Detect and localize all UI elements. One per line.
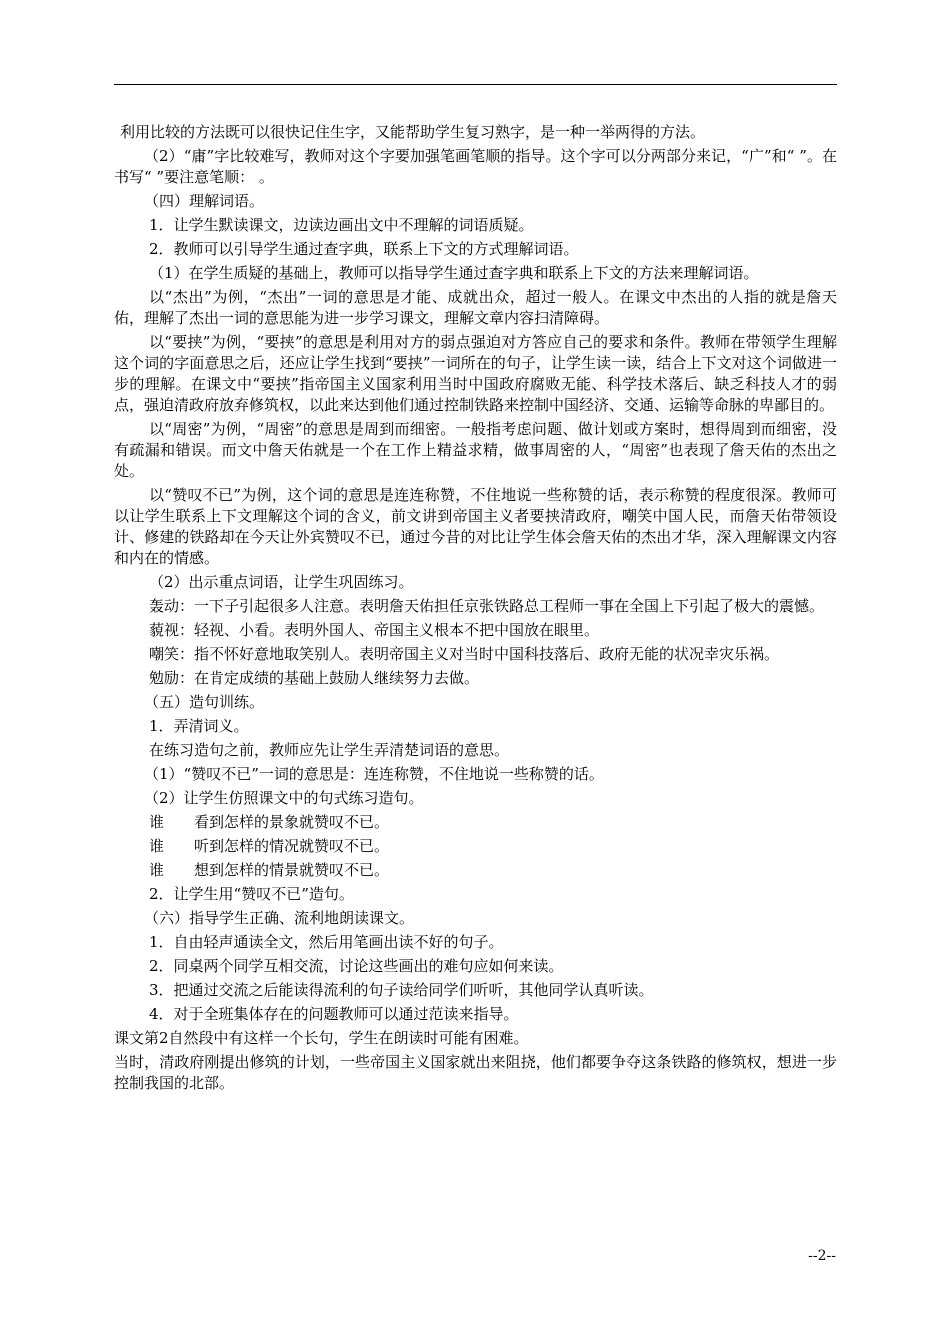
section-heading: （六）指导学生正确、流利地朗读课文。 <box>144 909 415 927</box>
document-body <box>114 122 837 1097</box>
paragraph: （1）在学生质疑的基础上，教师可以指导学生通过查字典和联系上下文的方法来理解词语。 <box>149 264 759 282</box>
paragraph: 轰动：一下子引起很多人注意。表明詹天佑担任京张铁路总工程师一事在全国上下引起了极大的震憾。 <box>149 597 825 615</box>
paragraph: 以“周密”为例，“周密”的意思是周到而细密。一般指考虑问题、做计划或方案时，想得周到而细密，没有疏漏和错误。而文中詹天佑就是一个在工作上精益求精，做事周密的人，“周密”也表现了詹天佑的杰出之处。 <box>114 420 837 480</box>
paragraph: 2．让学生用“赞叹不已”造句。 <box>149 885 354 903</box>
paragraph: 谁 看到怎样的景象就赞叹不已。 <box>149 813 390 831</box>
page-number: --2-- <box>808 1248 836 1264</box>
paragraph: 当时，清政府刚提出修筑的计划，一些帝国主义国家就出来阻挠，他们都要争夺这条铁路的修筑权，想进一步控制我国的北部。 <box>114 1053 837 1092</box>
paragraph: 2．同桌两个同学互相交流，讨论这些画出的难句应如何来读。 <box>149 957 564 975</box>
paragraph: （2）“庸”字比较难写，教师对这个字要加强笔画笔顺的指导。这个字可以分两部分来记，“广”和“ ”。在书写“ ”要注意笔顺： 。 <box>114 147 837 186</box>
paragraph: 3．把通过交流之后能读得流利的句子读给同学们听听，其他同学认真听读。 <box>149 981 654 999</box>
section-heading: （四）理解词语。 <box>144 192 265 210</box>
paragraph: 1．让学生默读课文，边读边画出文中不理解的词语质疑。 <box>149 216 534 234</box>
section-heading: （五）造句训练。 <box>144 693 265 711</box>
paragraph: 嘲笑：指不怀好意地取笑别人。表明帝国主义对当时中国科技落后、政府无能的状况幸灾乐祸。 <box>149 645 780 663</box>
paragraph: 以“要挟”为例，“要挟”的意思是利用对方的弱点强迫对方答应自己的要求和条件。教师在带领学生理解这个词的字面意思之后，还应让学生找到“要挟”一词所在的句子，让学生读一读，结合上下文对这个词做进一步的理解。在课文中“要挟”指帝国主义国家利用当时中国政府腐败无能、科学技术落后、缺乏科技人才的弱点，强迫清政府放弃修筑权，以此来达到他们通过控制铁路来控制中国经济、交通、运输等命脉的卑鄙目的。 <box>114 333 837 414</box>
paragraph: （2）出示重点词语，让学生巩固练习。 <box>149 573 414 591</box>
paragraph: 谁 听到怎样的情况就赞叹不已。 <box>149 837 390 855</box>
paragraph: 利用比较的方法既可以很快记住生字，又能帮助学生复习熟字，是一种一举两得的方法。 <box>120 123 706 141</box>
paragraph: 1．弄清词义。 <box>149 717 249 735</box>
paragraph: （1）“赞叹不已”一词的意思是：连连称赞，不住地说一些称赞的话。 <box>144 765 604 783</box>
paragraph: 藐视：轻视、小看。表明外国人、帝国主义根本不把中国放在眼里。 <box>149 621 600 639</box>
paragraph: 以“杰出”为例，“杰出”一词的意思是才能、成就出众，超过一般人。在课文中杰出的人指的就是詹天佑，理解了杰出一词的意思能为进一步学习课文，理解文章内容扫清障碍。 <box>114 288 837 327</box>
paragraph: 以“赞叹不已”为例，这个词的意思是连连称赞，不住地说一些称赞的话，表示称赞的程度很深。教师可以让学生联系上下文理解这个词的含义，前文讲到帝国主义者要挟清政府，嘲笑中国人民，而詹天佑带领设计、修建的铁路却在今天让外宾赞叹不已，通过今昔的对比让学生体会詹天佑的杰出才华，深入理解课文内容和内在的情感。 <box>114 486 837 567</box>
paragraph: 1．自由轻声通读全文，然后用笔画出读不好的句子。 <box>149 933 504 951</box>
paragraph: 2．教师可以引导学生通过查字典，联系上下文的方式理解词语。 <box>149 240 579 258</box>
paragraph: （2）让学生仿照课文中的句式练习造句。 <box>144 789 424 807</box>
paragraph: 4．对于全班集体存在的问题教师可以通过范读来指导。 <box>149 1005 519 1023</box>
header-rule <box>114 84 837 85</box>
paragraph: 谁 想到怎样的情景就赞叹不已。 <box>149 861 390 879</box>
paragraph: 课文第2自然段中有这样一个长句，学生在朗读时可能有困难。 <box>114 1029 529 1047</box>
paragraph: 在练习造句之前，教师应先让学生弄清楚词语的意思。 <box>149 741 510 759</box>
paragraph: 勉励：在肯定成绩的基础上鼓励人继续努力去做。 <box>149 669 480 687</box>
